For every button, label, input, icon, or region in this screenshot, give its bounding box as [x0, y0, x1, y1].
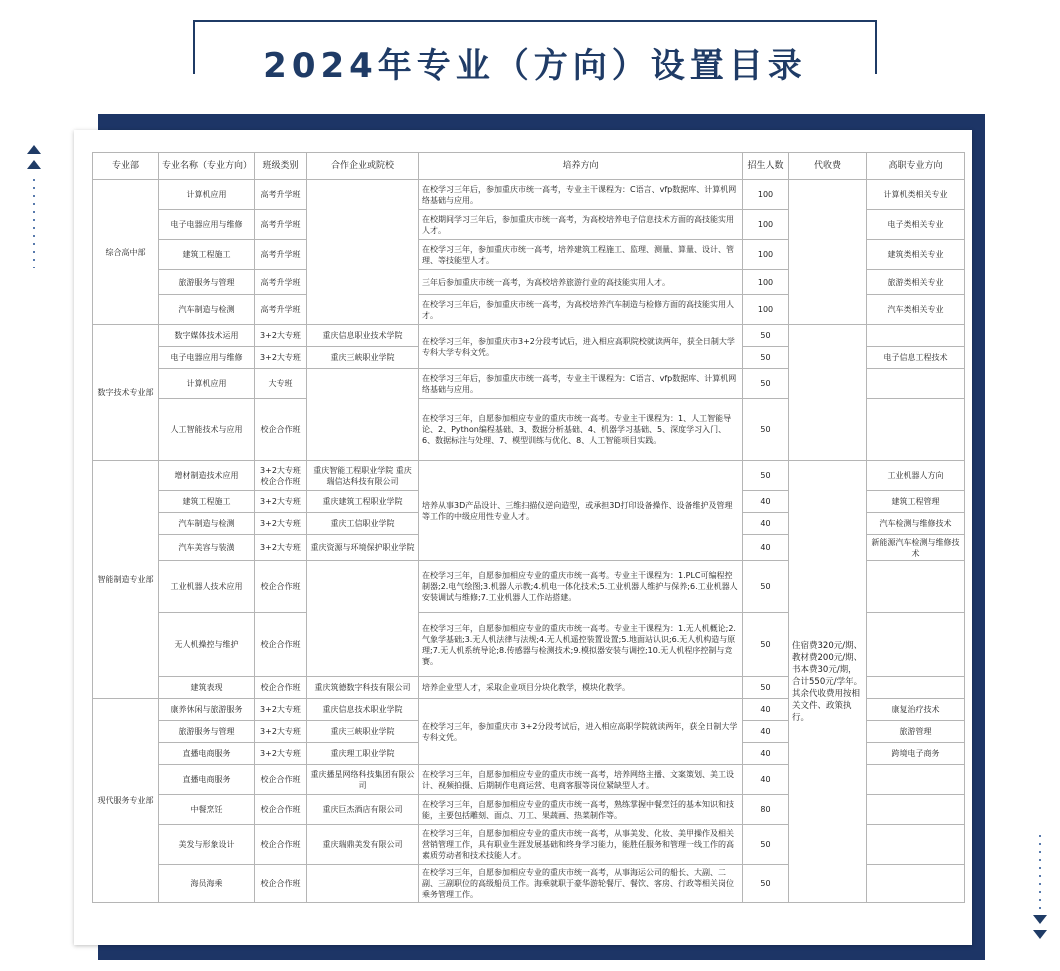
major-name-cell: 汽车美容与装潢 [159, 535, 255, 561]
partner-cell: 重庆筑德数字科技有限公司 [307, 677, 419, 699]
enrollment-cell: 50 [743, 865, 789, 903]
enrollment-cell: 50 [743, 369, 789, 399]
major-name-cell: 无人机操控与维护 [159, 613, 255, 677]
higher-major-cell [867, 825, 965, 865]
class-type-cell: 校企合作班 [255, 795, 307, 825]
class-type-cell: 3+2大专班 校企合作班 [255, 461, 307, 491]
class-type-cell: 3+2大专班 [255, 513, 307, 535]
enrollment-cell: 40 [743, 535, 789, 561]
training-cell: 在校学习三年，自愿参加相应专业的重庆市统一高考，从事海运公司的船长、大副、二副、三副职位的高级船员工作。海乘就职于豪华游轮餐厅、餐饮、客房、行政等相关岗位乘务管理工作。 [419, 865, 743, 903]
training-cell: 培养从事3D产品设计、三维扫描仪逆向造型，或承担3D打印设备操作、设备维护及管理等工作的中级应用性专业人才。 [419, 461, 743, 561]
training-cell: 在校学习三年，自愿参加相应专业的重庆市统一高考。专业主干课程为：1.PLC可编程控制器;2.电气绘图;3.机器人示教;4.机电一体化技术;5.工业机器人维护与保养;6.工业机器人安装调试与维修;7.工业机器人工作站搭建。 [419, 561, 743, 613]
major-name-cell: 建筑表现 [159, 677, 255, 699]
partner-cell: 重庆巨杰酒店有限公司 [307, 795, 419, 825]
higher-major-cell [867, 369, 965, 399]
major-name-cell: 中餐烹饪 [159, 795, 255, 825]
header-cell: 专业部 [93, 153, 159, 180]
dotted-line [1039, 832, 1041, 910]
higher-major-cell [867, 613, 965, 677]
higher-major-cell: 新能源汽车检测与维修技术 [867, 535, 965, 561]
major-name-cell: 电子电器应用与维修 [159, 347, 255, 369]
major-name-cell: 美发与形象设计 [159, 825, 255, 865]
major-name-cell: 计算机应用 [159, 180, 255, 210]
partner-cell: 重庆建筑工程职业学院 [307, 491, 419, 513]
training-cell: 在校学习三年，自愿参加相应专业的重庆市统一高考，熟练掌握中餐烹饪的基本知识和技能，主要包括雕刻、面点、刀工、果蔬画、热菜制作等。 [419, 795, 743, 825]
higher-major-cell: 工业机器人方向 [867, 461, 965, 491]
enrollment-cell: 40 [743, 491, 789, 513]
major-name-cell: 海员海乘 [159, 865, 255, 903]
class-type-cell: 校企合作班 [255, 825, 307, 865]
enrollment-cell: 50 [743, 561, 789, 613]
header-cell: 代收费 [789, 153, 867, 180]
table-row [93, 180, 965, 210]
training-cell: 在校学习三年，自愿参加相应专业的重庆市统一高考。专业主干课程为：1.无人机概论;2.气象学基础;3.无人机法律与法规;4.无人机遥控装置设置;5.地面站认识;6.无人机构造与原理;7.无人机系统导论;8.传感器与检测技术;9.模拟器安装与调控;10.无人机程序控制与竞赛。 [419, 613, 743, 677]
higher-major-cell: 建筑工程管理 [867, 491, 965, 513]
enrollment-cell: 50 [743, 325, 789, 347]
class-type-cell: 高考升学班 [255, 295, 307, 325]
enrollment-cell: 100 [743, 240, 789, 270]
major-name-cell: 人工智能技术与应用 [159, 399, 255, 461]
higher-major-cell: 汽车检测与维修技术 [867, 513, 965, 535]
department-cell: 现代服务专业部 [93, 699, 159, 903]
enrollment-cell: 50 [743, 399, 789, 461]
higher-major-cell [867, 795, 965, 825]
fee-cell [789, 180, 867, 325]
fee-cell [789, 325, 867, 461]
class-type-cell: 3+2大专班 [255, 535, 307, 561]
enrollment-cell: 50 [743, 461, 789, 491]
major-name-cell: 旅游服务与管理 [159, 270, 255, 295]
training-cell: 在校学习三年后，参加重庆市统一高考，专业主干课程为：C语言、vfp数据库、计算机网络基础与应用。 [419, 369, 743, 399]
enrollment-cell: 100 [743, 295, 789, 325]
enrollment-cell: 50 [743, 677, 789, 699]
training-cell: 在校学习三年，自愿参加相应专业的重庆市统一高考。专业主干课程为：1、人工智能导论、2、Python编程基础、3、数据分析基础、4、机器学习基础、5、深度学习入门、6、数据标注与处理、7、模型训练与优化、8、人工智能项目实践。 [419, 399, 743, 461]
higher-major-cell [867, 865, 965, 903]
major-name-cell: 旅游服务与管理 [159, 721, 255, 743]
higher-major-cell: 汽车类相关专业 [867, 295, 965, 325]
training-cell: 在校学习三年后，参加重庆市统一高考，为高校培养汽车制造与检修方面的高技能实用人才。 [419, 295, 743, 325]
partner-cell: 重庆瑞鼎美发有限公司 [307, 825, 419, 865]
higher-major-cell: 旅游类相关专业 [867, 270, 965, 295]
enrollment-cell: 50 [743, 613, 789, 677]
major-name-cell: 增材制造技术应用 [159, 461, 255, 491]
partner-cell [307, 561, 419, 677]
department-cell: 数字技术专业部 [93, 325, 159, 461]
table-header-row [93, 153, 965, 180]
training-cell: 三年后参加重庆市统一高考，为高校培养旅游行业的高技能实用人才。 [419, 270, 743, 295]
major-name-cell: 直播电商服务 [159, 765, 255, 795]
arrow-down-icon [1033, 930, 1047, 939]
enrollment-cell: 40 [743, 513, 789, 535]
class-type-cell: 校企合作班 [255, 677, 307, 699]
major-name-cell: 电子电器应用与维修 [159, 210, 255, 240]
table-row [93, 325, 965, 347]
partner-cell: 重庆智能工程职业学院 重庆瑞信达科技有限公司 [307, 461, 419, 491]
enrollment-cell: 40 [743, 743, 789, 765]
enrollment-cell: 50 [743, 825, 789, 865]
class-type-cell: 3+2大专班 [255, 721, 307, 743]
partner-cell: 重庆工信职业学院 [307, 513, 419, 535]
arrow-up-icon [27, 145, 41, 154]
enrollment-cell: 80 [743, 795, 789, 825]
higher-major-cell: 电子信息工程技术 [867, 347, 965, 369]
higher-major-cell [867, 399, 965, 461]
higher-major-cell [867, 325, 965, 347]
table-row [93, 461, 965, 491]
class-type-cell: 校企合作班 [255, 865, 307, 903]
major-name-cell: 工业机器人技术应用 [159, 561, 255, 613]
header-cell: 专业名称（专业方向） [159, 153, 255, 180]
higher-major-cell: 计算机类相关专业 [867, 180, 965, 210]
major-name-cell: 计算机应用 [159, 369, 255, 399]
class-type-cell: 高考升学班 [255, 270, 307, 295]
higher-major-cell [867, 561, 965, 613]
partner-cell [307, 865, 419, 903]
department-cell: 智能制造专业部 [93, 461, 159, 699]
arrow-down-icon [1033, 915, 1047, 924]
major-name-cell: 汽车制造与检测 [159, 295, 255, 325]
class-type-cell: 3+2大专班 [255, 491, 307, 513]
page-title: 2024年专业（方向）设置目录 [240, 38, 830, 94]
higher-major-cell [867, 765, 965, 795]
training-cell: 在校期间学习三年后，参加重庆市统一高考，为高校培养电子信息技术方面的高技能实用人才。 [419, 210, 743, 240]
class-type-cell: 高考升学班 [255, 210, 307, 240]
header-cell: 合作企业或院校 [307, 153, 419, 180]
training-cell: 在校学习三年，自愿参加相应专业的重庆市统一高考，培养网络主播、文案策划、美工设计、视频拍摄、后期制作电商运营、电商客服等岗位紧缺型人才。 [419, 765, 743, 795]
major-name-cell: 直播电商服务 [159, 743, 255, 765]
partner-cell [307, 369, 419, 461]
training-cell: 培养企业型人才，采取企业项目分块化教学，模块化教学。 [419, 677, 743, 699]
arrow-up-icon [27, 160, 41, 169]
class-type-cell: 3+2大专班 [255, 743, 307, 765]
header-cell: 招生人数 [743, 153, 789, 180]
major-name-cell: 建筑工程施工 [159, 240, 255, 270]
enrollment-cell: 100 [743, 180, 789, 210]
training-cell: 在校学习三年，参加重庆市3+2分段考试后，进入相应高职院校就读两年，获全日制大学专科大学专科文凭。 [419, 325, 743, 369]
class-type-cell: 3+2大专班 [255, 325, 307, 347]
partner-cell: 重庆三峡职业学院 [307, 347, 419, 369]
fee-cell: 住宿费320元/期、教材费200元/期、书本费30元/期，合计550元/学年。其余代收费用按相关文件、政策执行。 [789, 461, 867, 903]
higher-major-cell [867, 677, 965, 699]
higher-major-cell: 电子类相关专业 [867, 210, 965, 240]
higher-major-cell: 跨境电子商务 [867, 743, 965, 765]
enrollment-cell: 40 [743, 721, 789, 743]
class-type-cell: 校企合作班 [255, 399, 307, 461]
partner-cell: 重庆理工职业学院 [307, 743, 419, 765]
major-name-cell: 数字媒体技术运用 [159, 325, 255, 347]
enrollment-cell: 40 [743, 765, 789, 795]
class-type-cell: 校企合作班 [255, 613, 307, 677]
header-cell: 班级类别 [255, 153, 307, 180]
header-cell: 高职专业方向 [867, 153, 965, 180]
class-type-cell: 大专班 [255, 369, 307, 399]
partner-cell: 重庆三峡职业学院 [307, 721, 419, 743]
class-type-cell: 高考升学班 [255, 240, 307, 270]
class-type-cell: 校企合作班 [255, 561, 307, 613]
major-name-cell: 汽车制造与检测 [159, 513, 255, 535]
partner-cell [307, 180, 419, 325]
header-cell: 培养方向 [419, 153, 743, 180]
department-cell: 综合高中部 [93, 180, 159, 325]
higher-major-cell: 旅游管理 [867, 721, 965, 743]
partner-cell: 重庆信息职业技术学院 [307, 325, 419, 347]
partner-cell: 重庆播星网络科技集团有限公司 [307, 765, 419, 795]
training-cell: 在校学习三年，参加重庆市 3+2分段考试后，进入相应高职学院就读两年，获全日制大学专科文凭。 [419, 699, 743, 765]
partner-cell: 重庆资源与环境保护职业学院 [307, 535, 419, 561]
higher-major-cell: 建筑类相关专业 [867, 240, 965, 270]
training-cell: 在校学习三年，自愿参加相应专业的重庆市统一高考，从事美发、化妆、美甲操作及相关营销管理工作，具有职业生涯发展基础和终身学习能力，能胜任服务和管理一线工作的高素质劳动者和技术技能人才。 [419, 825, 743, 865]
program-table [92, 152, 965, 903]
training-cell: 在校学习三年后，参加重庆市统一高考，专业主干课程为：C语言、vfp数据库、计算机网络基础与应用。 [419, 180, 743, 210]
higher-major-cell: 康复治疗技术 [867, 699, 965, 721]
class-type-cell: 3+2大专班 [255, 347, 307, 369]
class-type-cell: 高考升学班 [255, 180, 307, 210]
major-name-cell: 康养休闲与旅游服务 [159, 699, 255, 721]
enrollment-cell: 100 [743, 270, 789, 295]
enrollment-cell: 100 [743, 210, 789, 240]
partner-cell: 重庆信息技术职业学院 [307, 699, 419, 721]
class-type-cell: 校企合作班 [255, 765, 307, 795]
enrollment-cell: 40 [743, 699, 789, 721]
enrollment-cell: 50 [743, 347, 789, 369]
training-cell: 在校学习三年，参加重庆市统一高考，培养建筑工程施工、监理、测量、算量、设计、管理、等技能型人才。 [419, 240, 743, 270]
major-name-cell: 建筑工程施工 [159, 491, 255, 513]
dotted-line [33, 176, 35, 268]
class-type-cell: 3+2大专班 [255, 699, 307, 721]
